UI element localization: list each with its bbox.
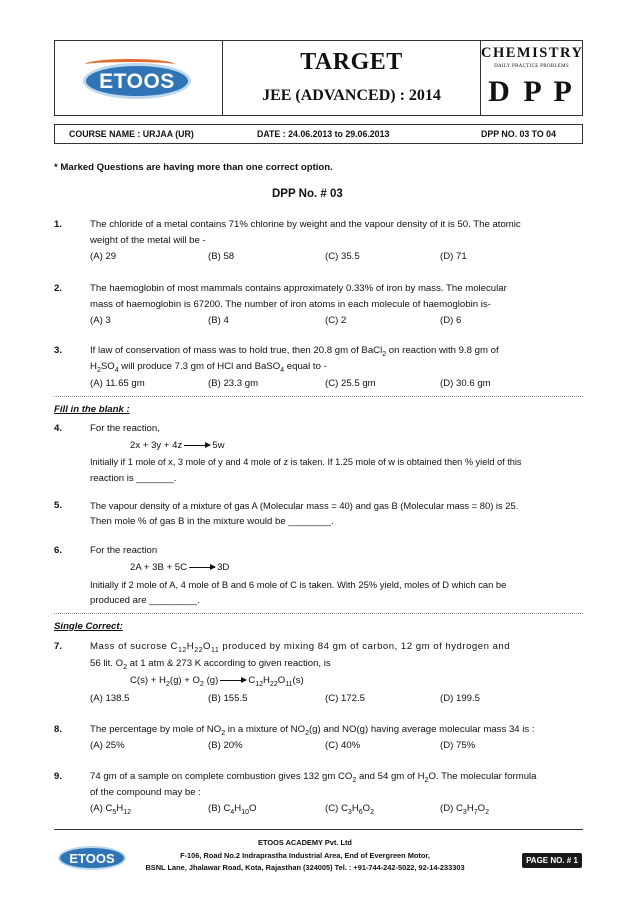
question-text: Mass of sucrose $C_{12}H_{22}O_{11}$ produced by mixing 84 gm of carbon, 12 gm of hydrogen and	[90, 641, 511, 654]
logo-cell	[55, 41, 223, 115]
question-text: If law of conservation of mass was to hold true, then 20.8 gm of BaCl$_2$ on reaction with 9.8 gm of	[90, 345, 499, 358]
question-text: produced are _________.	[90, 595, 200, 606]
target-cell	[223, 41, 481, 115]
divider	[54, 396, 583, 397]
dpp-number: DPP NO. 03 TO 04	[481, 129, 556, 139]
option-a: (A) $C_5H_{12}$	[90, 803, 132, 816]
question-text: The chloride of a metal contains 71% chlorine by weight and the vapour density of it is 50. The atomic	[90, 219, 521, 230]
question-text: $H_2SO_4$ will produce 7.3 gm of HCl and BaSO$_4$ equal to -	[90, 361, 327, 374]
question-text: For the reaction,	[90, 423, 160, 434]
option-b: (B) 4	[208, 315, 229, 326]
question-text: Initially if 2 mole of A, 4 mole of B and 6 mole of C is taken. With 25% yield, moles of D which can be	[90, 579, 507, 590]
question-text: 56 lit. $O_2$ at 1 atm & 273 K according to given reaction, is	[90, 658, 331, 671]
option-c: (C) 25.5 gm	[325, 378, 376, 389]
question-number: 8.	[54, 724, 63, 735]
question-text: mass of haemoglobin is 67200. The number of iron atoms in each molecule of haemoglobin is-	[90, 299, 491, 310]
question-text: weight of the metal will be -	[90, 235, 206, 246]
target-title: TARGET	[300, 49, 403, 75]
question-number: 6.	[54, 545, 63, 556]
question-number: 7.	[54, 641, 63, 652]
footer-address-line1: F-106, Road No.2 Indraprastha Industrial Area, End of Evergreen Motor,	[180, 851, 430, 860]
course-name: COURSE NAME : URJAA (UR)	[69, 129, 194, 139]
reaction-arrow-icon	[220, 680, 246, 681]
header-box	[54, 40, 583, 116]
reaction-arrow-icon	[184, 445, 210, 446]
question-text: The haemoglobin of most mammals contains approximately 0.33% of iron by mass. The molecular	[90, 283, 507, 294]
page-number-badge: PAGE NO. # 1	[522, 853, 582, 868]
reaction-equation: $C(s) + H_2(g) + O_2$ (g) $C_{12}H_{22}O_{11}(s)$	[130, 675, 304, 688]
footer-company: ETOOS ACADEMY Pvt. Ltd	[258, 838, 352, 847]
question-text: The vapour density of a mixture of gas A (Molecular mass = 40) and gas B (Molecular mass = 80) is 25.	[90, 500, 519, 511]
option-b: (B) 20%	[208, 740, 243, 751]
question-number: 9.	[54, 771, 63, 782]
logo-text: ETOOS	[99, 70, 175, 93]
question-number: 3.	[54, 345, 63, 356]
question-text: Initially if 1 mole of x, 3 mole of y and 4 mole of z is taken. If 1.25 mole of w is obtained then % yield of this	[90, 457, 522, 467]
footer-etoos-logo: ETOOS	[58, 846, 126, 870]
reaction-equation: 2x + 3y + 4z 5w	[130, 440, 225, 451]
subject-small-caption: DAILY PRACTICE PROBLEMS	[494, 64, 569, 69]
reaction-arrow-icon	[189, 567, 215, 568]
section-heading-single: Single Correct:	[54, 621, 123, 632]
footer-address-line2: BSNL Lane, Jhalawar Road, Kota, Rajasthan (324005) Tel. : +91-744-242-5022, 92-14-233303	[145, 863, 465, 872]
option-d: (D) 75%	[440, 740, 476, 751]
option-b: (B) 58	[208, 251, 235, 262]
question-text: of the compound may be :	[90, 787, 201, 798]
option-c: (C) 172.5	[325, 693, 365, 704]
option-c: (C) 2	[325, 315, 347, 326]
option-b: (B) 23.3 gm	[208, 378, 259, 389]
option-a: (A) 3	[90, 315, 111, 326]
subject-cell	[481, 41, 582, 115]
option-a: (A) 25%	[90, 740, 125, 751]
option-c: (C) 35.5	[325, 251, 360, 262]
option-d: (D) 6	[440, 315, 462, 326]
subject-title: CHEMISTRY	[481, 45, 584, 61]
option-a: (A) 29	[90, 251, 117, 262]
question-text: The percentage by mole of $NO_2$ in a mixture of $NO_2(g)$ and NO(g) having average molecular mass 34 is :	[90, 724, 535, 737]
option-a: (A) 11.65 gm	[90, 378, 145, 389]
question-number: 5.	[54, 500, 63, 511]
question-text: For the reaction	[90, 545, 158, 556]
option-c: (C) 40%	[325, 740, 361, 751]
target-subtitle: JEE (ADVANCED) : 2014	[262, 87, 441, 104]
date-range: DATE : 24.06.2013 to 29.06.2013	[257, 129, 390, 139]
footer-divider	[54, 829, 583, 830]
option-b: (B) $C_4H_{10}O$	[208, 803, 257, 816]
info-bar	[54, 124, 583, 144]
option-d: (D) 71	[440, 251, 467, 262]
question-text: Then mole % of gas B in the mixture would be ________.	[90, 516, 334, 527]
option-b: (B) 155.5	[208, 693, 248, 704]
option-c: (C) $C_3H_6O_2$	[325, 803, 375, 816]
question-number: 2.	[54, 283, 63, 294]
question-number: 4.	[54, 423, 63, 434]
question-number: 1.	[54, 219, 63, 230]
question-text: 74 gm of a sample on complete combustion gives 132 gm $CO_2$ and 54 gm of $H_2O$. The molecular formula	[90, 771, 537, 784]
section-heading-fill: Fill in the blank :	[54, 404, 130, 415]
option-d: (D) 199.5	[440, 693, 480, 704]
option-d: (D) 30.6 gm	[440, 378, 491, 389]
option-d: (D) $C_3H_7O_2$	[440, 803, 490, 816]
dpp-title: D P P	[488, 75, 575, 108]
divider	[54, 613, 583, 614]
question-text: reaction is _______.	[90, 473, 177, 484]
reaction-equation: 2A + 3B + 5C 3D	[130, 562, 230, 573]
logo-swoosh-icon	[85, 59, 175, 70]
option-a: (A) 138.5	[90, 693, 130, 704]
dpp-heading: DPP No. # 03	[272, 188, 343, 200]
note-text: * Marked Questions are having more than one correct option.	[54, 162, 333, 173]
